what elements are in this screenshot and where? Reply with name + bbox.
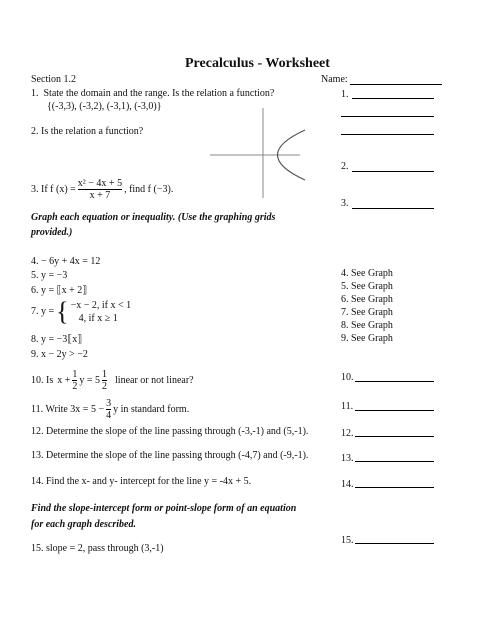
answer-12-line[interactable] <box>355 436 434 437</box>
question-9: 9. x − 2y > −2 <box>31 349 88 360</box>
answer-13-label: 13. <box>341 453 354 464</box>
answer-11-line[interactable] <box>355 410 434 411</box>
question-10: 10. Is x + $\frac{1}{2}$ y = 5 $\frac{1}{2}$ linear or not linear? <box>31 369 194 392</box>
answer-10-label: 10. <box>341 372 354 383</box>
question-5: 5. y = −3 <box>31 270 68 281</box>
section-label: Section 1.2 <box>31 74 76 85</box>
answer-1-line[interactable] <box>352 98 434 99</box>
question-10-fraction-1: $\frac{1}{2}$ <box>72 369 78 392</box>
answer-12-label: 12. <box>341 428 354 439</box>
question-1-text: State the domain and the range. Is the relation a function? <box>43 88 275 99</box>
question-3-numerator: x² − 4x + 5 <box>77 178 123 189</box>
see-graph-7: 7. See Graph <box>341 307 393 318</box>
question-3 <box>31 178 173 201</box>
answer-14-label: 14. <box>341 479 354 490</box>
question-7 <box>31 299 131 325</box>
see-graph-9: 9. See Graph <box>341 333 393 344</box>
parabola-graph <box>210 108 310 198</box>
question-12: 12. Determine the slope of the line passing through (-3,-1) and (5,-1). <box>31 426 309 437</box>
see-graph-8: 8. See Graph <box>341 320 393 331</box>
see-graph-6: 6. See Graph <box>341 294 393 305</box>
question-3-fraction <box>78 178 122 201</box>
question-1-set: {(-3,3), (-3,2), (-3,1), (-3,0)} <box>47 101 162 112</box>
answer-11-label: 11. <box>341 401 354 412</box>
question-4: 4. − 6y + 4x = 12 <box>31 256 101 267</box>
graph-instruction-line-2: provided.) <box>31 227 73 238</box>
question-6: 6. y = ⟦x + 2⟧ <box>31 285 88 296</box>
question-3-denominator: x + 7 <box>89 190 111 201</box>
graph-instruction-line-1: Graph each equation or inequality. (Use the graphing grids <box>31 212 276 223</box>
slope-instruction-line-1: Find the slope-intercept form or point-slope form of an equation <box>31 503 297 514</box>
question-7-case-2: 4, if x ≥ 1 <box>78 313 118 324</box>
answer-1-line-3[interactable] <box>341 134 434 135</box>
answer-14-line[interactable] <box>355 487 434 488</box>
question-7-prefix: 7. y = <box>31 306 55 317</box>
answer-15-label: 15. <box>341 535 354 546</box>
question-10-prefix: 10. Is <box>31 374 54 386</box>
question-1 <box>31 88 274 100</box>
question-14: 14. Find the x- and y- intercept for the line y = -4x + 5. <box>31 476 252 487</box>
question-15: 15. slope = 2, pass through (3,-1) <box>31 543 164 554</box>
question-11 <box>31 398 189 421</box>
answer-3-line[interactable] <box>352 208 434 209</box>
answer-3-label: 3. <box>341 198 349 209</box>
answer-2-line[interactable] <box>352 171 434 172</box>
question-3-suffix: , find f (−3). <box>124 183 174 195</box>
question-2: 2. Is the relation a function? <box>31 126 144 137</box>
question-1-number: 1. <box>31 88 39 99</box>
question-10-suffix: linear or not linear? <box>115 374 194 386</box>
question-3-prefix: 3. If f (x) = <box>31 183 76 195</box>
name-label: Name: <box>321 74 348 85</box>
brace-icon: { <box>56 297 69 326</box>
see-graph-5: 5. See Graph <box>341 281 393 292</box>
question-11-suffix: y in standard form. <box>113 403 190 415</box>
question-13: 13. Determine the slope of the line passing through (-4,7) and (-9,-1). <box>31 450 309 461</box>
answer-1-label: 1. <box>341 89 349 100</box>
answer-13-line[interactable] <box>355 461 434 462</box>
answer-2-label: 2. <box>341 161 349 172</box>
slope-instruction-line-2: for each graph described. <box>31 519 136 530</box>
question-11-fraction: $\frac{3}{4}$ <box>106 398 112 421</box>
page-title: Precalculus - Worksheet <box>185 56 330 71</box>
question-8: 8. y = −3⟦x⟧ <box>31 334 83 345</box>
question-10-fraction-2: $\frac{1}{2}$ <box>102 369 108 392</box>
see-graph-4: 4. See Graph <box>341 268 393 279</box>
name-line[interactable] <box>350 84 442 85</box>
question-7-cases <box>71 299 132 325</box>
question-7-case-1: −x − 2, if x < 1 <box>70 300 132 311</box>
question-11-prefix: 11. Write 3x = 5 − <box>31 403 105 415</box>
answer-15-line[interactable] <box>355 543 434 544</box>
answer-10-line[interactable] <box>355 381 434 382</box>
answer-1-line-2[interactable] <box>341 116 434 117</box>
